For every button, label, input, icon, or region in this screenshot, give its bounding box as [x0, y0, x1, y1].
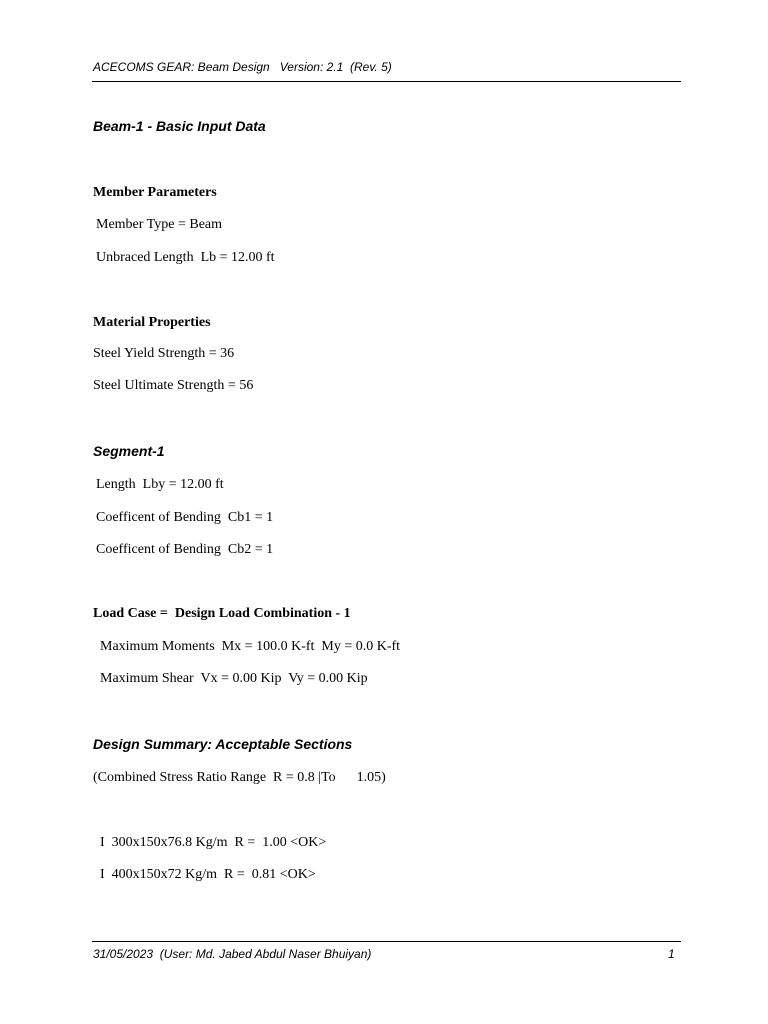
member-parameters-heading: Member Parameters — [93, 185, 217, 200]
load-case-heading: Load Case = Design Load Combination - 1 — [93, 606, 351, 621]
page-number: 1 — [668, 947, 675, 961]
beam-title: Beam-1 - Basic Input Data — [93, 118, 266, 134]
section-result: I 300x150x76.8 Kg/m R = 1.00 <OK> — [100, 835, 327, 850]
member-type-line: Member Type = Beam — [96, 217, 223, 232]
footer-divider — [92, 941, 681, 942]
max-shear-line: Maximum Shear Vx = 0.00 Kip Vy = 0.00 Kip — [100, 671, 368, 686]
segment-heading: Segment-1 — [93, 443, 165, 459]
cb1-line: Coefficent of Bending Cb1 = 1 — [96, 510, 274, 525]
max-moments-line: Maximum Moments Mx = 100.0 K-ft My = 0.0 K-ft — [100, 639, 401, 654]
header-divider — [92, 81, 681, 82]
ultimate-strength-line: Steel Ultimate Strength = 56 — [93, 378, 254, 393]
design-summary-heading: Design Summary: Acceptable Sections — [93, 736, 353, 752]
unbraced-length-line: Unbraced Length Lb = 12.00 ft — [96, 250, 275, 265]
page-header: ACECOMS GEAR: Beam Design Version: 2.1 (Rev. 5) — [93, 60, 392, 74]
stress-ratio-range: (Combined Stress Ratio Range R = 0.8 |To 1.05) — [93, 770, 386, 785]
cb2-line: Coefficent of Bending Cb2 = 1 — [96, 542, 274, 557]
footer-user-date: 31/05/2023 (User: Md. Jabed Abdul Naser Bhuiyan) — [93, 947, 372, 961]
yield-strength-line: Steel Yield Strength = 36 — [93, 346, 235, 361]
material-properties-heading: Material Properties — [93, 315, 211, 330]
section-result: I 400x150x72 Kg/m R = 0.81 <OK> — [100, 867, 316, 882]
segment-length-line: Length Lby = 12.00 ft — [96, 477, 224, 492]
